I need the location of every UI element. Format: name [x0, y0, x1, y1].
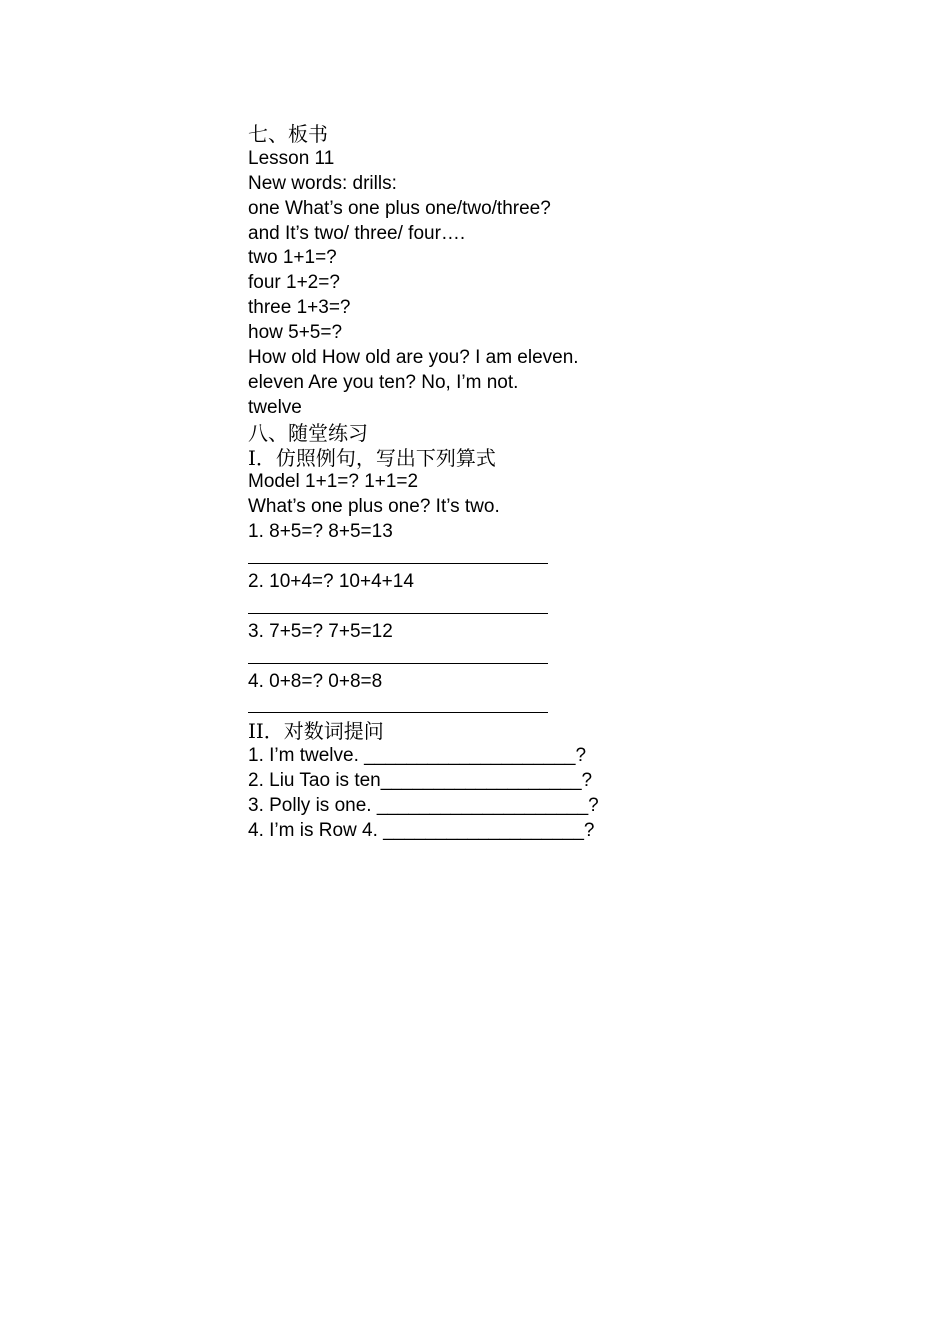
exercise-item: 1. 8+5=? 8+5=13 [248, 521, 393, 543]
exercise-item: 3. 7+5=? 7+5=12 [248, 620, 393, 642]
document-page [248, 122, 688, 844]
model-line: Model 1+1=? 1+1=2 [248, 471, 419, 493]
blackboard-heading: 七、板书 [248, 122, 328, 146]
blackboard-row: one What’s one plus one/two/three? [248, 197, 551, 219]
practice-heading: 八、随堂练习 [248, 420, 368, 445]
blackboard-row: eleven Are you ten? No, I’m not. [248, 371, 519, 393]
model-line: What’s one plus one? It’s two. [248, 496, 500, 518]
question-item: 1. I’m twelve. ____________________? [248, 745, 587, 767]
blackboard-row: three 1+3=? [248, 297, 351, 319]
part2-title: II．对数词提问 [248, 719, 384, 744]
lesson-title: Lesson 11 [248, 147, 335, 169]
columns-header: New words: drills: [248, 172, 397, 194]
exercise-item: 4. 0+8=? 0+8=8 [248, 670, 383, 692]
question-item: 4. I’m is Row 4. ___________________? [248, 819, 595, 841]
blackboard-row: and It’s two/ three/ four…. [248, 222, 466, 244]
question-item: 2. Liu Tao is ten___________________? [248, 770, 593, 792]
part1-title: I．仿照例句，写出下列算式 [248, 445, 496, 470]
question-item: 3. Polly is one. ____________________? [248, 795, 599, 817]
blackboard-row: two 1+1=? [248, 247, 337, 269]
blackboard-row: four 1+2=? [248, 272, 340, 294]
blackboard-row: how 5+5=? [248, 322, 343, 344]
blackboard-row: twelve [248, 396, 302, 418]
exercise-item: 2. 10+4=? 10+4+14 [248, 571, 414, 593]
blackboard-row: How old How old are you? I am eleven. [248, 347, 579, 369]
